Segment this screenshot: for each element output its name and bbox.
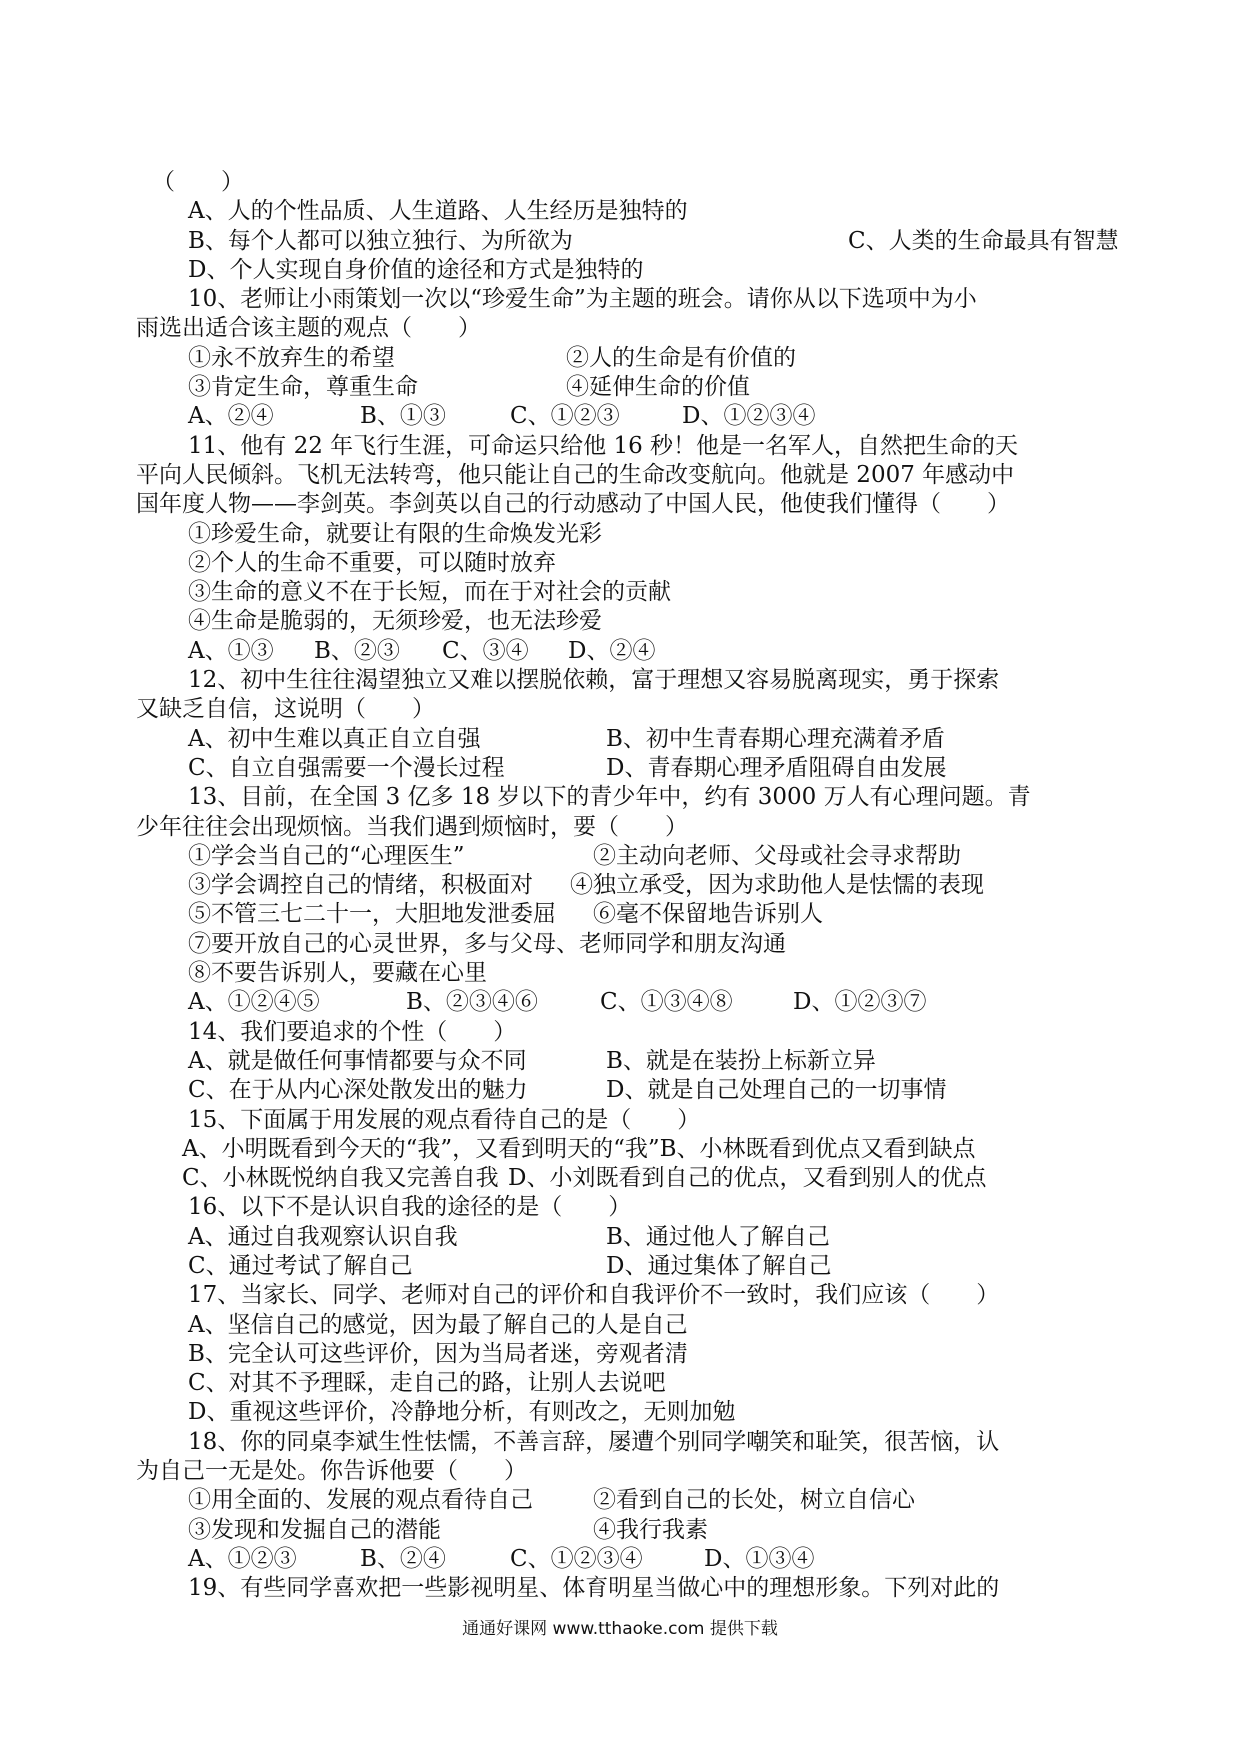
answer-option: B、①③ bbox=[360, 403, 446, 430]
answer-option: D、②④ bbox=[568, 637, 656, 664]
text-line bbox=[0, 578, 1240, 607]
line-text: 国年度人物——李剑英。李剑英以自己的行动感动了中国人民，他使我们懂得（ ） bbox=[136, 491, 1010, 518]
line-text: A、人的个性品质、人生道路、人生经历是独特的 bbox=[188, 198, 688, 225]
text-line bbox=[0, 1486, 1240, 1515]
answer-option: D、青春期心理矛盾阻碍自由发展 bbox=[606, 754, 947, 781]
answer-option: ②看到自己的长处，树立自信心 bbox=[593, 1487, 915, 1514]
answer-option: C、小林既悦纳自我又完善自我 bbox=[182, 1165, 499, 1192]
answer-option: D、①②③④ bbox=[682, 403, 816, 430]
answer-option: B、初中生青春期心理充满着矛盾 bbox=[606, 725, 945, 752]
answer-option: B、②③④⑥ bbox=[406, 989, 538, 1016]
line-text: 16、以下不是认识自我的途径的是（ ） bbox=[188, 1194, 632, 1221]
text-line bbox=[0, 1574, 1240, 1603]
text-line bbox=[0, 1164, 1240, 1193]
text-line bbox=[0, 1340, 1240, 1369]
line-text: ④生命是脆弱的，无须珍爱，也无法珍爱 bbox=[188, 608, 602, 635]
line-text: A、小明既看到今天的“我”，又看到明天的“我”B、小林既看到优点又看到缺点 bbox=[182, 1135, 976, 1162]
line-text: ②个人的生命不重要，可以随时放弃 bbox=[188, 549, 556, 576]
text-line bbox=[0, 1193, 1240, 1222]
answer-option: C、在于从内心深处散发出的魅力 bbox=[188, 1077, 528, 1104]
text-line bbox=[0, 783, 1240, 812]
line-text: ①珍爱生命，就要让有限的生命焕发光彩 bbox=[188, 520, 602, 547]
answer-option: D、通过集体了解自己 bbox=[606, 1252, 832, 1279]
answer-option: ①用全面的、发展的观点看待自己 bbox=[188, 1487, 533, 1514]
line-text: 雨选出适合该主题的观点（ ） bbox=[136, 315, 481, 342]
text-line bbox=[0, 813, 1240, 842]
text-line bbox=[0, 842, 1240, 871]
line-text: 17、当家长、同学、老师对自己的评价和自我评价不一致时，我们应该（ ） bbox=[188, 1282, 1000, 1309]
text-line bbox=[0, 256, 1240, 285]
text-line bbox=[0, 900, 1240, 929]
answer-option: ④独立承受，因为求助他人是怯懦的表现 bbox=[570, 872, 984, 899]
text-line bbox=[0, 1545, 1240, 1574]
text-line bbox=[0, 754, 1240, 783]
answer-option: ③学会调控自己的情绪，积极面对 bbox=[188, 872, 533, 899]
answer-option: B、②③ bbox=[314, 637, 400, 664]
line-text: 12、初中生往往渴望独立又难以摆脱依赖，富于理想又容易脱离现实，勇于探索 bbox=[188, 667, 1000, 694]
text-line bbox=[0, 1311, 1240, 1340]
text-line bbox=[0, 1428, 1240, 1457]
text-line bbox=[0, 930, 1240, 959]
text-line bbox=[0, 988, 1240, 1017]
answer-option: B、每个人都可以独立独行、为所欲为 bbox=[188, 227, 573, 254]
page-footer: 通通好课网 www.tthaoke.com 提供下载 bbox=[462, 1619, 778, 1639]
answer-option: A、①②③ bbox=[188, 1545, 297, 1572]
text-line bbox=[0, 227, 1240, 256]
answer-option: ①永不放弃生的希望 bbox=[188, 344, 395, 371]
answer-option: ③发现和发掘自己的潜能 bbox=[188, 1516, 441, 1543]
text-line bbox=[0, 461, 1240, 490]
line-text: A、坚信自己的感觉，因为最了解自己的人是自己 bbox=[188, 1311, 688, 1338]
text-line bbox=[0, 1369, 1240, 1398]
text-line bbox=[0, 1106, 1240, 1135]
answer-option: A、初中生难以真正自立自强 bbox=[188, 725, 481, 752]
answer-option: ②人的生命是有价值的 bbox=[566, 344, 796, 371]
line-text: C、对其不予理睬，走自己的路，让别人去说吧 bbox=[188, 1370, 666, 1397]
line-text: ⑧不要告诉别人，要藏在心里 bbox=[188, 960, 487, 987]
text-line bbox=[0, 197, 1240, 226]
answer-option: A、②④ bbox=[188, 403, 274, 430]
line-text: ⑦要开放自己的心灵世界，多与父母、老师同学和朋友沟通 bbox=[188, 930, 786, 957]
answer-option: D、①③④ bbox=[704, 1545, 815, 1572]
answer-option: C、通过考试了解自己 bbox=[188, 1252, 413, 1279]
answer-option: A、①②④⑤ bbox=[188, 989, 320, 1016]
answer-option: A、①③ bbox=[188, 637, 274, 664]
text-line bbox=[0, 402, 1240, 431]
answer-option: ④延伸生命的价值 bbox=[566, 374, 750, 401]
line-text: 又缺乏自信，这说明（ ） bbox=[136, 696, 435, 723]
text-line bbox=[0, 373, 1240, 402]
text-line bbox=[0, 1135, 1240, 1164]
line-text: （ ） bbox=[152, 169, 244, 195]
text-line bbox=[0, 871, 1240, 900]
text-line bbox=[0, 314, 1240, 343]
text-line bbox=[0, 1223, 1240, 1252]
answer-option: C、①②③④ bbox=[510, 1545, 643, 1572]
answer-option: C、①②③ bbox=[510, 403, 620, 430]
line-text: 15、下面属于用发展的观点看待自己的是（ ） bbox=[188, 1106, 701, 1133]
text-line bbox=[0, 666, 1240, 695]
line-text: D、重视这些评价，冷静地分析，有则改之，无则加勉 bbox=[188, 1399, 736, 1426]
line-text: 18、你的同桌李斌生性怯懦，不善言辞，屡遭个别同学嘲笑和耻笑，很苦恼，认 bbox=[188, 1428, 1000, 1455]
line-text: 少年往往会出现烦恼。当我们遇到烦恼时，要（ ） bbox=[136, 813, 688, 840]
line-text: 11、他有 22 年飞行生涯，可命运只给他 16 秒！他是一名军人，自然把生命的天 bbox=[188, 432, 1019, 459]
answer-option: A、通过自我观察认识自我 bbox=[188, 1223, 458, 1250]
line-text: D、个人实现自身价值的途径和方式是独特的 bbox=[188, 256, 644, 283]
text-line bbox=[0, 637, 1240, 666]
text-line bbox=[0, 695, 1240, 724]
text-line bbox=[0, 1076, 1240, 1105]
text-line bbox=[0, 344, 1240, 373]
text-line bbox=[0, 725, 1240, 754]
line-text: 19、有些同学喜欢把一些影视明星、体育明星当做心中的理想形象。下列对此的 bbox=[188, 1575, 1000, 1602]
answer-option: C、自立自强需要一个漫长过程 bbox=[188, 754, 505, 781]
answer-option: A、就是做任何事情都要与众不同 bbox=[188, 1047, 527, 1074]
answer-option: C、①③④⑧ bbox=[600, 989, 733, 1016]
answer-option: ⑤不管三七二十一，大胆地发泄委屈 bbox=[188, 901, 556, 928]
answer-option: B、通过他人了解自己 bbox=[606, 1223, 830, 1250]
answer-option: ③肯定生命，尊重生命 bbox=[188, 374, 418, 401]
answer-option: D、①②③⑦ bbox=[793, 989, 927, 1016]
line-text: 平向人民倾斜。飞机无法转弯，他只能让自己的生命改变航向。他就是 2007 年感动中 bbox=[136, 461, 1015, 488]
line-text: 13、目前，在全国 3 亿多 18 岁以下的青少年中，约有 3000 万人有心理问题。青 bbox=[188, 784, 1031, 811]
text-line bbox=[0, 432, 1240, 461]
answer-option: ⑥毫不保留地告诉别人 bbox=[593, 901, 823, 928]
text-line bbox=[0, 1281, 1240, 1310]
text-line bbox=[0, 168, 1240, 197]
answer-option: B、②④ bbox=[360, 1545, 446, 1572]
text-line bbox=[0, 520, 1240, 549]
line-text: B、完全认可这些评价，因为当局者迷，旁观者清 bbox=[188, 1340, 688, 1367]
answer-option: C、人类的生命最具有智慧 bbox=[848, 227, 1119, 254]
text-line bbox=[0, 1018, 1240, 1047]
answer-option: D、就是自己处理自己的一切事情 bbox=[606, 1077, 947, 1104]
document-body bbox=[0, 168, 1240, 1604]
text-line bbox=[0, 1252, 1240, 1281]
answer-option: ②主动向老师、父母或社会寻求帮助 bbox=[593, 842, 961, 869]
text-line bbox=[0, 1398, 1240, 1427]
text-line bbox=[0, 959, 1240, 988]
answer-option: ①学会当自己的“心理医生” bbox=[188, 842, 465, 869]
answer-option: B、就是在装扮上标新立异 bbox=[606, 1047, 876, 1074]
line-text: ③生命的意义不在于长短，而在于对社会的贡献 bbox=[188, 579, 671, 606]
text-line bbox=[0, 285, 1240, 314]
text-line bbox=[0, 607, 1240, 636]
answer-option: C、③④ bbox=[442, 637, 529, 664]
line-text: 为自己一无是处。你告诉他要（ ） bbox=[136, 1458, 527, 1485]
text-line bbox=[0, 490, 1240, 519]
line-text: 10、老师让小雨策划一次以“珍爱生命”为主题的班会。请你从以下选项中为小 bbox=[188, 286, 977, 313]
text-line bbox=[0, 1047, 1240, 1076]
text-line bbox=[0, 549, 1240, 578]
text-line bbox=[0, 1457, 1240, 1486]
line-text: 14、我们要追求的个性（ ） bbox=[188, 1018, 517, 1045]
answer-option: D、小刘既看到自己的优点，又看到别人的优点 bbox=[508, 1165, 987, 1192]
answer-option: ④我行我素 bbox=[593, 1516, 708, 1543]
text-line bbox=[0, 1516, 1240, 1545]
